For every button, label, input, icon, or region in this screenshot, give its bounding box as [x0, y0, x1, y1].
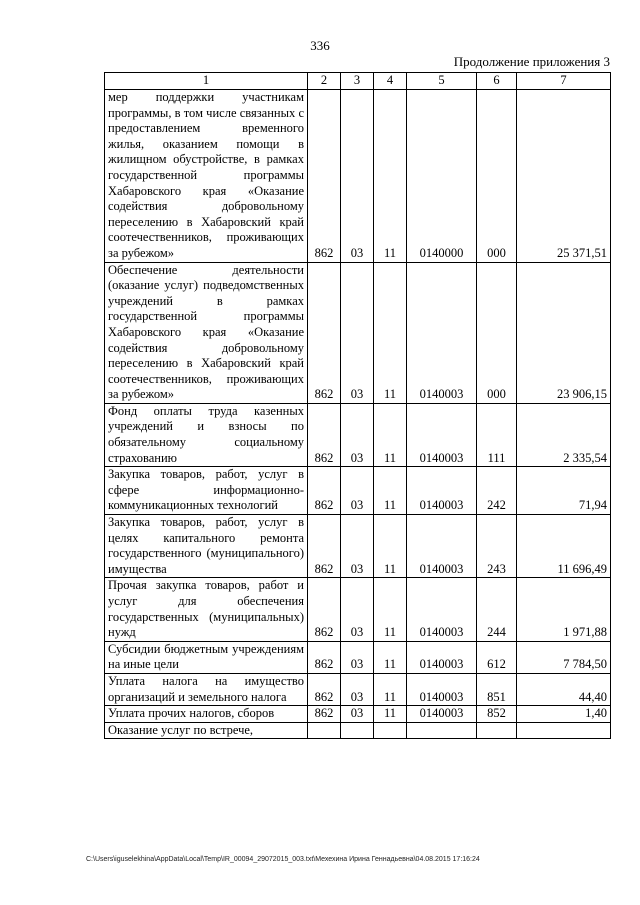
expense-type-code: 242: [477, 467, 517, 515]
expense-type-code: 851: [477, 673, 517, 705]
admin-code: 862: [308, 403, 341, 466]
file-path-footer: C:\Users\iguselekhina\AppData\Local\Temp\IR_00094_29072015_003.txt\Мехехина Ирина Геннадьевна\04.08.2015 17:16:24: [86, 856, 480, 863]
row-description: Закупка товаров, работ, услуг в целях капитального ремонта государственного (муниципального) имущества: [105, 515, 308, 578]
amount: 2 335,54: [517, 403, 611, 466]
subsection-code: 11: [374, 262, 407, 403]
target-article-code: 0140003: [407, 641, 477, 673]
section-code: 03: [341, 515, 374, 578]
table-row: [105, 90, 611, 263]
table-row: [105, 673, 611, 705]
row-description: Субсидии бюджетным учреждениям на иные цели: [105, 641, 308, 673]
column-header-5: 5: [407, 73, 477, 90]
target-article-code: 0140003: [407, 706, 477, 723]
section-code: 03: [341, 578, 374, 641]
amount: 1 971,88: [517, 578, 611, 641]
admin-code: 862: [308, 578, 341, 641]
admin-code: 862: [308, 706, 341, 723]
column-header-4: 4: [374, 73, 407, 90]
table-row: [105, 722, 611, 739]
table-row: [105, 578, 611, 641]
target-article-code: 0140003: [407, 515, 477, 578]
admin-code: [308, 722, 341, 739]
section-code: [341, 722, 374, 739]
column-header-7: 7: [517, 73, 611, 90]
row-description: Оказание услуг по встрече,: [105, 722, 308, 739]
expense-type-code: 000: [477, 90, 517, 263]
admin-code: 862: [308, 641, 341, 673]
subsection-code: 11: [374, 515, 407, 578]
expense-type-code: 243: [477, 515, 517, 578]
expense-type-code: 244: [477, 578, 517, 641]
amount: 71,94: [517, 467, 611, 515]
admin-code: 862: [308, 515, 341, 578]
admin-code: 862: [308, 262, 341, 403]
expense-type-code: 111: [477, 403, 517, 466]
table-row: [105, 262, 611, 403]
amount: 23 906,15: [517, 262, 611, 403]
row-description: Уплата налога на имущество организаций и земельного налога: [105, 673, 308, 705]
table-row: [105, 706, 611, 723]
admin-code: 862: [308, 90, 341, 263]
amount: 7 784,50: [517, 641, 611, 673]
expense-type-code: [477, 722, 517, 739]
row-description: мер поддержки участникам программы, в том числе связанных с предоставлением временного жилья, оказанием помощи в жилищном обустройстве, в рамках государственной программы Хабаровского края «Оказание содействия добровольному переселению в Хабаровский край соотечественников, проживающих за рубежом»: [105, 90, 308, 263]
target-article-code: 0140000: [407, 90, 477, 263]
target-article-code: [407, 722, 477, 739]
section-code: 03: [341, 403, 374, 466]
table-row: [105, 467, 611, 515]
table-row: [105, 403, 611, 466]
page-number: 336: [310, 38, 330, 53]
expense-type-code: 612: [477, 641, 517, 673]
column-header-2: 2: [308, 73, 341, 90]
row-description: Уплата прочих налогов, сборов: [105, 706, 308, 723]
target-article-code: 0140003: [407, 578, 477, 641]
target-article-code: 0140003: [407, 262, 477, 403]
row-description: Фонд оплаты труда казенных учреждений и взносы по обязательному социальному страхованию: [105, 403, 308, 466]
subsection-code: 11: [374, 706, 407, 723]
subsection-code: [374, 722, 407, 739]
subsection-code: 11: [374, 90, 407, 263]
expense-type-code: 000: [477, 262, 517, 403]
expense-type-code: 852: [477, 706, 517, 723]
column-header-6: 6: [477, 73, 517, 90]
header-row: [105, 73, 611, 90]
subsection-code: 11: [374, 578, 407, 641]
target-article-code: 0140003: [407, 403, 477, 466]
section-code: 03: [341, 673, 374, 705]
amount: 11 696,49: [517, 515, 611, 578]
admin-code: 862: [308, 673, 341, 705]
amount: 1,40: [517, 706, 611, 723]
section-code: 03: [341, 706, 374, 723]
section-code: 03: [341, 641, 374, 673]
amount: 44,40: [517, 673, 611, 705]
subsection-code: 11: [374, 641, 407, 673]
row-description: Закупка товаров, работ, услуг в сфере информационно-коммуникационных технологий: [105, 467, 308, 515]
admin-code: 862: [308, 467, 341, 515]
table-row: [105, 641, 611, 673]
budget-table: [104, 72, 611, 739]
target-article-code: 0140003: [407, 673, 477, 705]
section-code: 03: [341, 467, 374, 515]
table-row: [105, 515, 611, 578]
amount: 25 371,51: [517, 90, 611, 263]
section-code: 03: [341, 90, 374, 263]
row-description: Обеспечение деятельности (оказание услуг) подведомственных учреждений в рамках государственной программы Хабаровского края «Оказание содействия добровольному переселению в Хабаровский край соотечественников, проживающих за рубежом»: [105, 262, 308, 403]
row-description: Прочая закупка товаров, работ и услуг для обеспечения государственных (муниципальных) нужд: [105, 578, 308, 641]
column-header-1: 1: [105, 73, 308, 90]
subsection-code: 11: [374, 673, 407, 705]
column-header-3: 3: [341, 73, 374, 90]
continuation-note: Продолжение приложения 3: [453, 54, 610, 69]
target-article-code: 0140003: [407, 467, 477, 515]
subsection-code: 11: [374, 467, 407, 515]
subsection-code: 11: [374, 403, 407, 466]
section-code: 03: [341, 262, 374, 403]
amount: [517, 722, 611, 739]
